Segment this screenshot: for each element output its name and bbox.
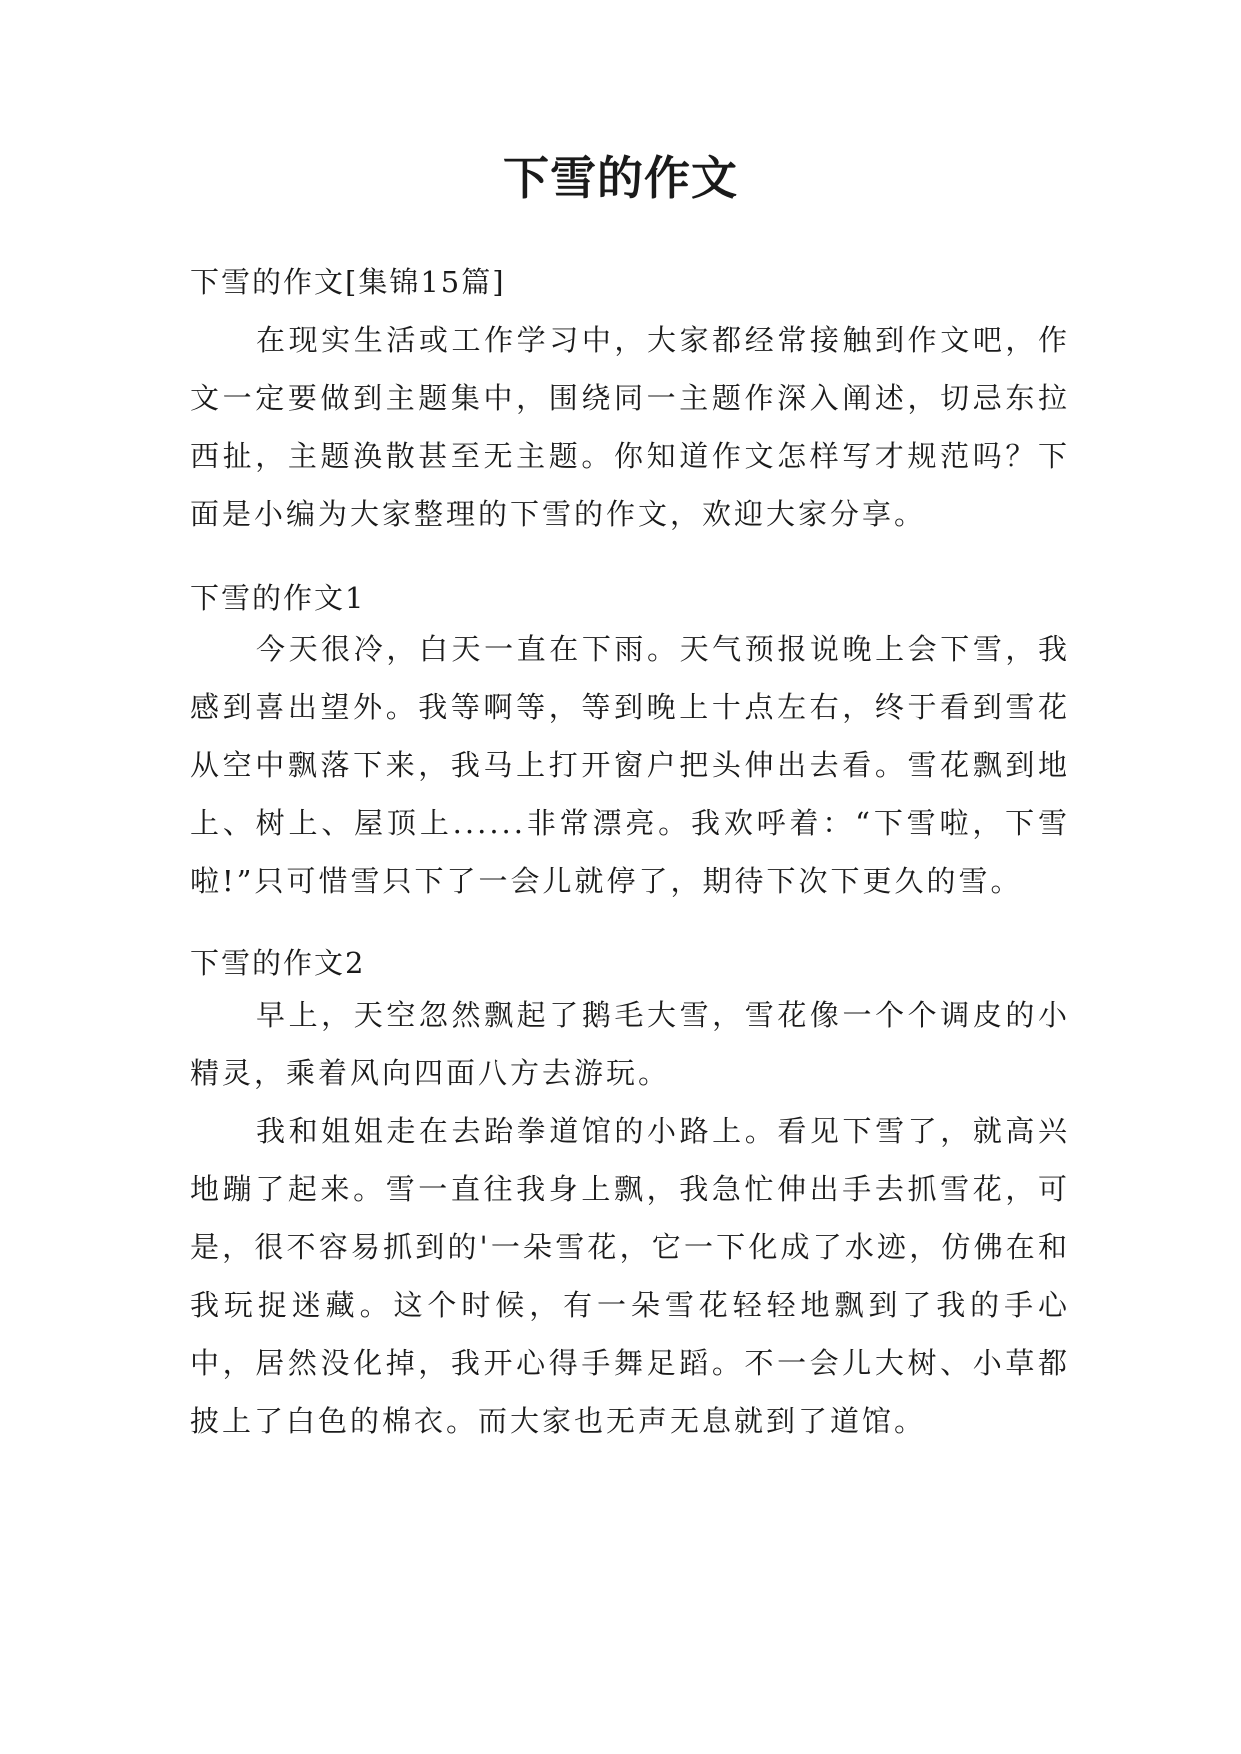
section-2-body [190, 986, 1070, 1450]
section-2-paragraph-2: 我和姐姐走在去跆拳道馆的小路上。看见下雪了，就高兴地蹦了起来。雪一直往我身上飘，我急忙伸出手去抓雪花，可是，很不容易抓到的'一朵雪花，它一下化成了水迹，仿佛在和我玩捉迷藏。这个时候，有一朵雪花轻轻地飘到了我的手心中，居然没化掉，我开心得手舞足蹈。不一会儿大树、小草都披上了白色的棉衣。而大家也无声无息就到了道馆。 [190, 1114, 1070, 1438]
document-title: 下雪的作文 [503, 151, 738, 205]
intro-paragraph: 在现实生活或工作学习中，大家都经常接触到作文吧，作文一定要做到主题集中，围绕同一主题作深入阐述，切忌东拉西扯，主题涣散甚至无主题。你知道作文怎样写才规范吗？下面是小编为大家整理的下雪的作文，欢迎大家分享。 [190, 323, 1070, 531]
section-1-body [190, 620, 1070, 910]
section-1-paragraph-1: 今天很冷，白天一直在下雨。天气预报说晚上会下雪，我感到喜出望外。我等啊等，等到晚上十点左右，终于看到雪花从空中飘落下来，我马上打开窗户把头伸出去看。雪花飘到地上、树上、屋顶上......非常漂亮。我欢呼着：“下雪啦，下雪啦!”只可惜雪只下了一会儿就停了，期待下次下更久的雪。 [190, 632, 1070, 898]
section-heading-2: 下雪的作文2 [190, 946, 366, 980]
section-2-paragraph-1: 早上，天空忽然飘起了鹅毛大雪，雪花像一个个调皮的小精灵，乘着风向四面八方去游玩。 [190, 998, 1070, 1090]
section-heading-1: 下雪的作文1 [190, 581, 366, 615]
document-subtitle: 下雪的作文[集锦15篇] [190, 265, 506, 299]
intro-block [190, 311, 1070, 543]
